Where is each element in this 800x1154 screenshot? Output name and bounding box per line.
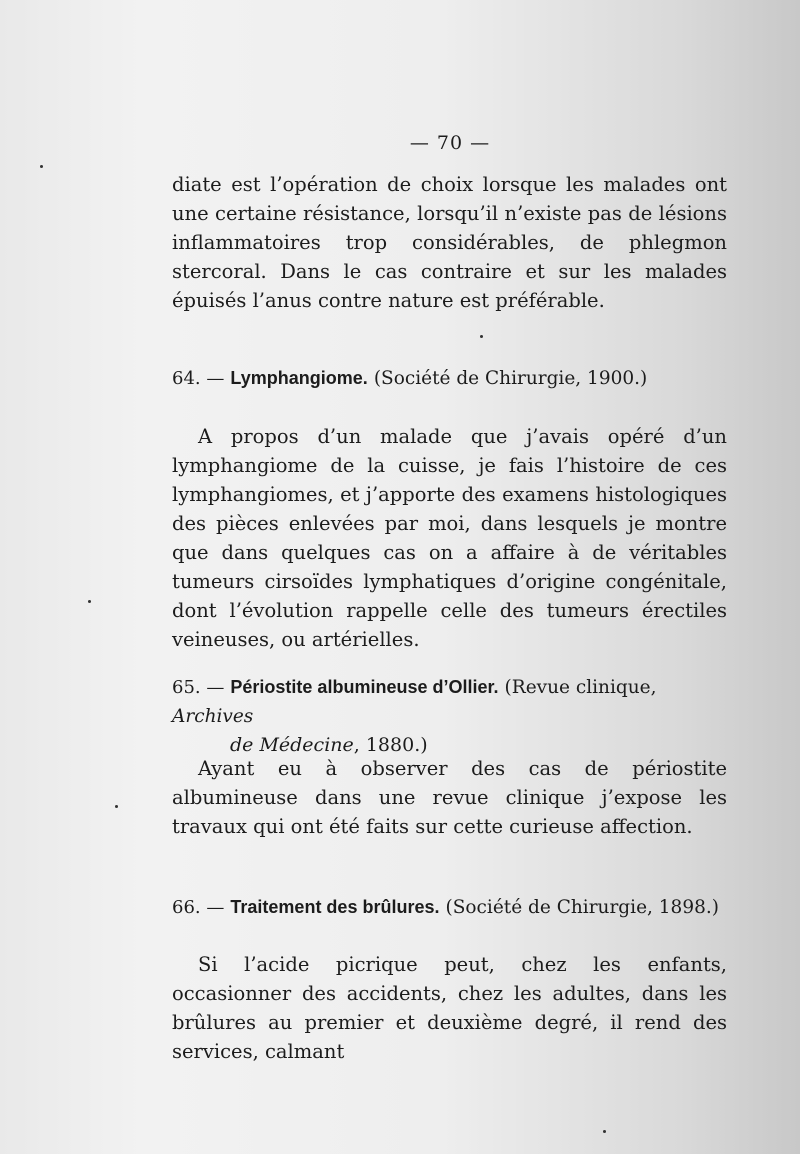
entry-66-heading (172, 893, 732, 922)
entry-65-source-prefix: (Revue clinique, (504, 677, 657, 698)
entry-66-body: Si l’acide picrique peut, chez les enfants, occasionner des accidents, chez les adultes, dans les brûlures au premier et deuxième degré, il rend des services, calmant (172, 953, 727, 1063)
entry-66-source: (Société de Chirurgie, 1898.) (445, 897, 719, 918)
page-number: — 70 — (409, 132, 491, 154)
entry-66-number: 66. — (172, 897, 225, 918)
entry-65-source-italic: Archives (172, 706, 254, 727)
scan-speck (603, 1130, 606, 1133)
entry-65-heading (172, 673, 732, 760)
entry-65-number: 65. — (172, 677, 225, 698)
entry-64-title: Lymphangiome. (230, 368, 368, 388)
intro-paragraph: diate est l’opération de choix lorsque les malades ont une certaine résistance, lorsqu’il n’existe pas de lésions inflammatoires trop considérables, de phlegmon stercoral. Dans le cas contraire et sur les malades épuisés l’anus contre nature est préférable. (172, 173, 727, 312)
entry-65-source-line2-italic: de Médecine (230, 734, 354, 756)
scan-speck (480, 335, 483, 338)
entry-65-title: Périostite albumineuse d’Ollier. (230, 677, 499, 697)
entry-64-heading (172, 364, 732, 393)
entry-64-body: A propos d’un malade que j’avais opéré d’un lymphangiome de la cuisse, je fais l’histoire de ces lymphangiomes, et j’apporte des examens histologiques des pièces enlevées par moi, dans lesquels je montre que dans quelques cas on a affaire à de véritables tumeurs cirsoïdes lymphatiques d’origine congénitale, dont l’évolution rappelle celle des tumeurs érectiles veineuses, ou artérielles. (172, 425, 727, 651)
entry-65-source-line2-rest: , 1880.) (353, 734, 428, 756)
scan-speck (115, 805, 118, 808)
entry-64-source: (Société de Chirurgie, 1900.) (373, 368, 648, 389)
entry-65-body: Ayant eu à observer des cas de périostite albumineuse dans une revue clinique j’expose les travaux qui ont été faits sur cette curieuse affection. (172, 757, 727, 838)
scan-speck (88, 600, 91, 603)
entry-66-title: Traitement des brûlures. (230, 897, 440, 917)
scan-speck (40, 165, 43, 168)
entry-64-number: 64. — (172, 368, 225, 389)
